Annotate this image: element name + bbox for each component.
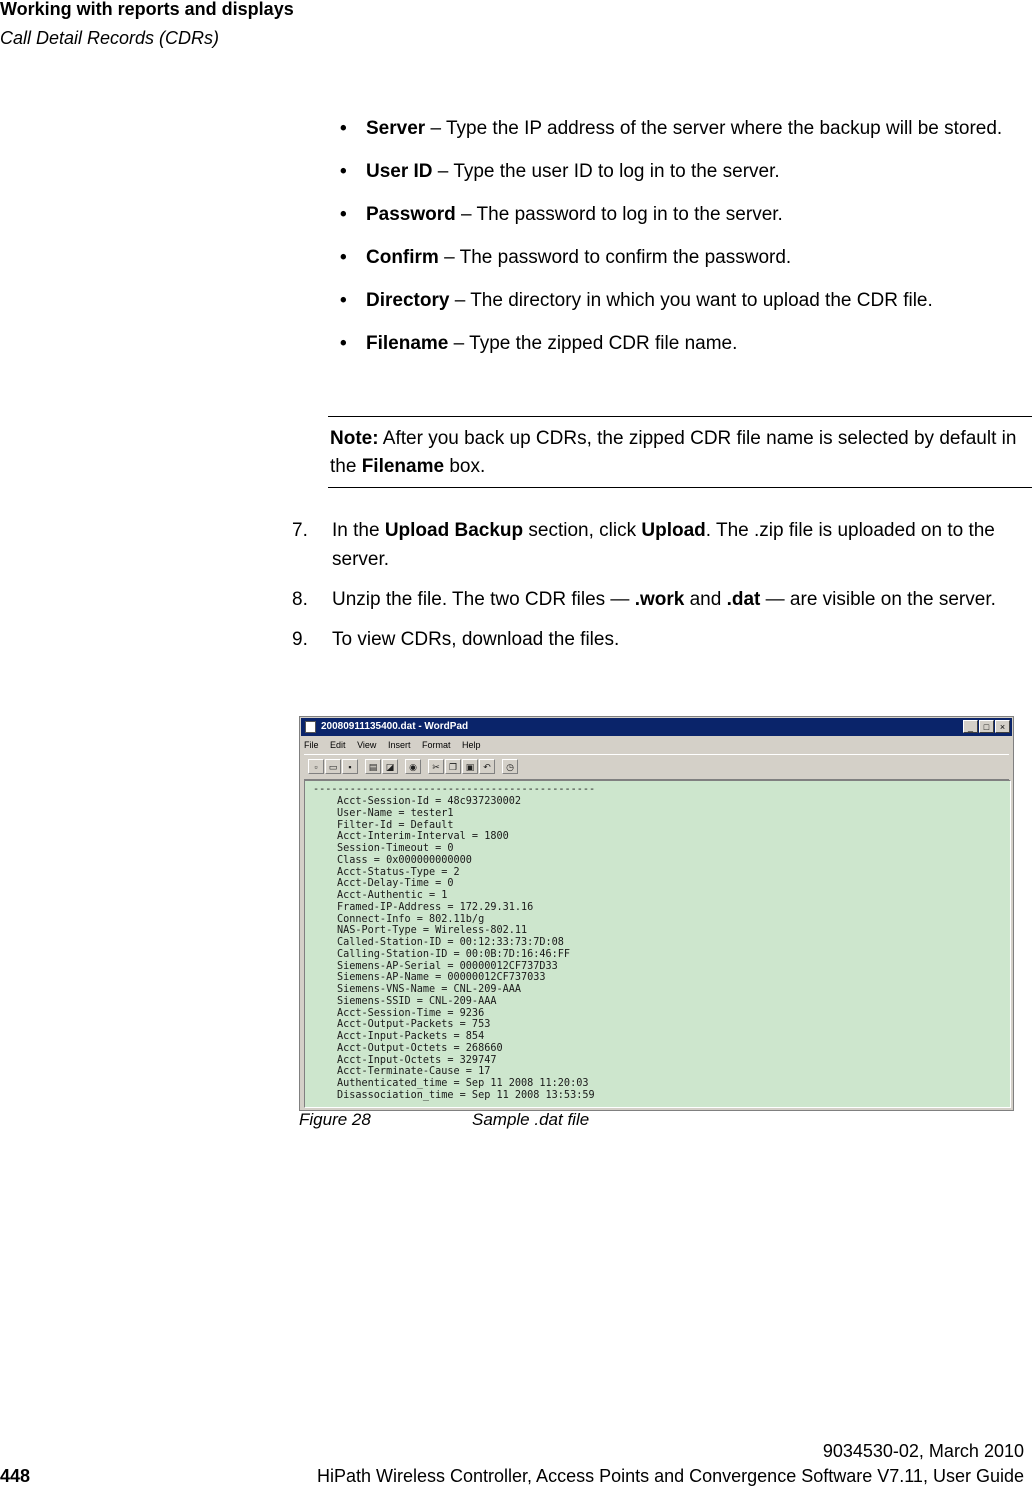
step-text: Unzip the file. The two CDR files —	[332, 589, 635, 610]
figure-caption: Sample .dat file	[472, 1110, 590, 1129]
bullet-marker: •	[340, 161, 347, 182]
footer-guide-title: HiPath Wireless Controller, Access Points and Convergence Software V7.11, User Guide	[316, 1466, 1024, 1486]
step-text: In the	[332, 520, 385, 541]
bullet-user-id	[340, 157, 1020, 186]
section-title: Working with reports and displays	[0, 0, 294, 19]
note-label: Note:	[330, 428, 379, 449]
record-line: Acct-Output-Octets = 268660	[337, 1042, 503, 1054]
print-icon[interactable]: ▤	[365, 759, 381, 774]
note-box	[328, 416, 1032, 488]
wordpad-document[interactable]	[304, 780, 1011, 1108]
record-line: Calling-Station-ID = 00:0B:7D:16:46:FF	[337, 948, 571, 960]
record-line: Acct-Delay-Time = 0	[337, 878, 454, 890]
record-line: Siemens-AP-Serial = 00000012CF737D33	[337, 960, 558, 972]
record-line: Filter-Id = Default	[337, 819, 454, 831]
insert-datetime-icon[interactable]: ◷	[502, 759, 518, 774]
bullet-term: Password	[366, 204, 456, 225]
open-icon[interactable]: ▭	[325, 759, 341, 774]
record-line: Acct-Input-Octets = 329747	[337, 1054, 497, 1066]
step-text: To view CDRs, download the files.	[332, 629, 620, 650]
step-list	[292, 516, 1032, 665]
bullet-marker: •	[340, 333, 347, 354]
separator-line: ----------------------------------------------	[313, 784, 596, 795]
menu-file[interactable]: File	[304, 740, 319, 750]
bullet-password	[340, 200, 1020, 229]
record-line: Acct-Session-Time = 9236	[337, 1007, 485, 1019]
maximize-icon[interactable]: □	[979, 720, 994, 733]
bullet-term: Server	[366, 118, 426, 139]
wordpad-toolbar	[304, 754, 1009, 780]
bullet-text: – The directory in which you want to upload the CDR file.	[449, 290, 933, 311]
minimize-icon[interactable]: _	[963, 720, 978, 733]
wordpad-titlebar[interactable]	[301, 718, 1012, 736]
bullet-marker: •	[340, 204, 347, 225]
bullet-term: User ID	[366, 161, 433, 182]
undo-icon[interactable]: ↶	[479, 759, 495, 774]
note-bold-term: Filename	[361, 456, 445, 477]
record-line: Class = 0x000000000000	[337, 854, 472, 866]
bullet-term: Filename	[366, 333, 449, 354]
menu-format[interactable]: Format	[421, 740, 451, 750]
menu-view[interactable]: View	[357, 740, 377, 750]
wordpad-menubar	[304, 737, 490, 753]
bullet-text: – Type the user ID to log in to the server.	[432, 161, 780, 182]
record-line: User-Name = tester1	[337, 807, 454, 819]
cut-icon[interactable]: ✂	[428, 759, 444, 774]
record-line: Siemens-SSID = CNL-209-AAA	[337, 995, 497, 1007]
record-line: Acct-Authentic = 1	[337, 890, 448, 901]
menu-edit[interactable]: Edit	[330, 740, 346, 750]
step-bold: Upload Backup	[384, 520, 524, 541]
field-bullet-list	[340, 114, 1020, 372]
record-line: Acct-Status-Type = 2	[337, 866, 460, 878]
step-text: section, click	[523, 520, 642, 541]
bullet-text: – Type the IP address of the server where the backup will be stored.	[425, 118, 1003, 139]
bullet-marker: •	[340, 290, 347, 311]
step-8	[292, 585, 1032, 614]
step-text: — are visible on the server.	[760, 589, 996, 610]
record-line: Disassociation_time = Sep 11 2008 13:53:59	[337, 1089, 595, 1101]
record-line: Siemens-VNS-Name = CNL-209-AAA	[337, 984, 522, 995]
step-7	[292, 516, 1032, 574]
bullet-confirm	[340, 243, 1020, 272]
bullet-server	[340, 114, 1020, 143]
step-bold: Upload	[641, 520, 706, 541]
record-line: Session-Timeout = 0	[337, 843, 454, 854]
note-text	[330, 425, 1022, 481]
note-body-end: box.	[444, 456, 486, 477]
figure-label: Figure 28	[299, 1110, 371, 1129]
bullet-term: Confirm	[366, 247, 439, 268]
footer-page-number: 448	[0, 1466, 31, 1486]
bullet-term: Directory	[366, 290, 450, 311]
step-bold: .dat	[726, 589, 761, 610]
window-controls	[962, 720, 1010, 734]
record-line: NAS-Port-Type = Wireless-802.11	[337, 925, 528, 937]
step-text: . The .zip file is uploaded on to the server.	[332, 520, 995, 570]
record-line: Connect-Info = 802.11b/g	[337, 913, 485, 925]
step-9	[292, 625, 1032, 654]
bullet-text: – Type the zipped CDR file name.	[448, 333, 738, 354]
record-line: Framed-IP-Address = 172.29.31.16	[337, 901, 534, 913]
record-line: Acct-Input-Packets = 854	[337, 1031, 485, 1042]
close-icon[interactable]: ×	[995, 720, 1010, 733]
copy-icon[interactable]: ❐	[445, 759, 461, 774]
wordpad-window	[299, 716, 1014, 1111]
footer-doc-id: 9034530-02, March 2010	[822, 1441, 1024, 1461]
step-text: and	[684, 589, 727, 610]
step-number: 9.	[292, 629, 308, 650]
save-icon[interactable]: ▪	[342, 759, 358, 774]
note-body: After you back up CDRs, the zipped CDR file name is selected by default in the	[330, 428, 1017, 477]
bullet-text: – The password to log in to the server.	[455, 204, 783, 225]
record-line: Authenticated_time = Sep 11 2008 11:20:03	[337, 1078, 589, 1089]
record-line: Acct-Terminate-Cause = 17	[337, 1066, 491, 1078]
new-icon[interactable]: ▫	[308, 759, 324, 774]
paste-icon[interactable]: ▣	[462, 759, 478, 774]
bullet-text: – The password to confirm the password.	[438, 247, 792, 268]
record-line: Siemens-AP-Name = 00000012CF737033	[337, 972, 546, 984]
bullet-filename	[340, 329, 1020, 358]
section-subtitle: Call Detail Records (CDRs)	[0, 28, 220, 48]
print-preview-icon[interactable]: ◪	[382, 759, 398, 774]
wordpad-app-icon	[305, 721, 316, 733]
wordpad-title: 20080911135400.dat - WordPad	[321, 721, 469, 732]
step-number: 8.	[292, 589, 308, 610]
menu-insert[interactable]: Insert	[387, 740, 411, 750]
record-line: Acct-Interim-Interval = 1800	[337, 831, 509, 843]
record-line: Acct-Session-Id = 48c937230002	[337, 796, 522, 807]
bullet-directory	[340, 286, 1020, 315]
step-bold: .work	[634, 589, 685, 610]
record-line: Acct-Output-Packets = 753	[337, 1019, 491, 1031]
step-number: 7.	[292, 520, 308, 541]
bullet-marker: •	[340, 118, 347, 139]
find-icon[interactable]: ◉	[405, 759, 421, 774]
record-line: Called-Station-ID = 00:12:33:73:7D:08	[337, 937, 564, 948]
bullet-marker: •	[340, 247, 347, 268]
menu-help[interactable]: Help	[462, 740, 481, 750]
